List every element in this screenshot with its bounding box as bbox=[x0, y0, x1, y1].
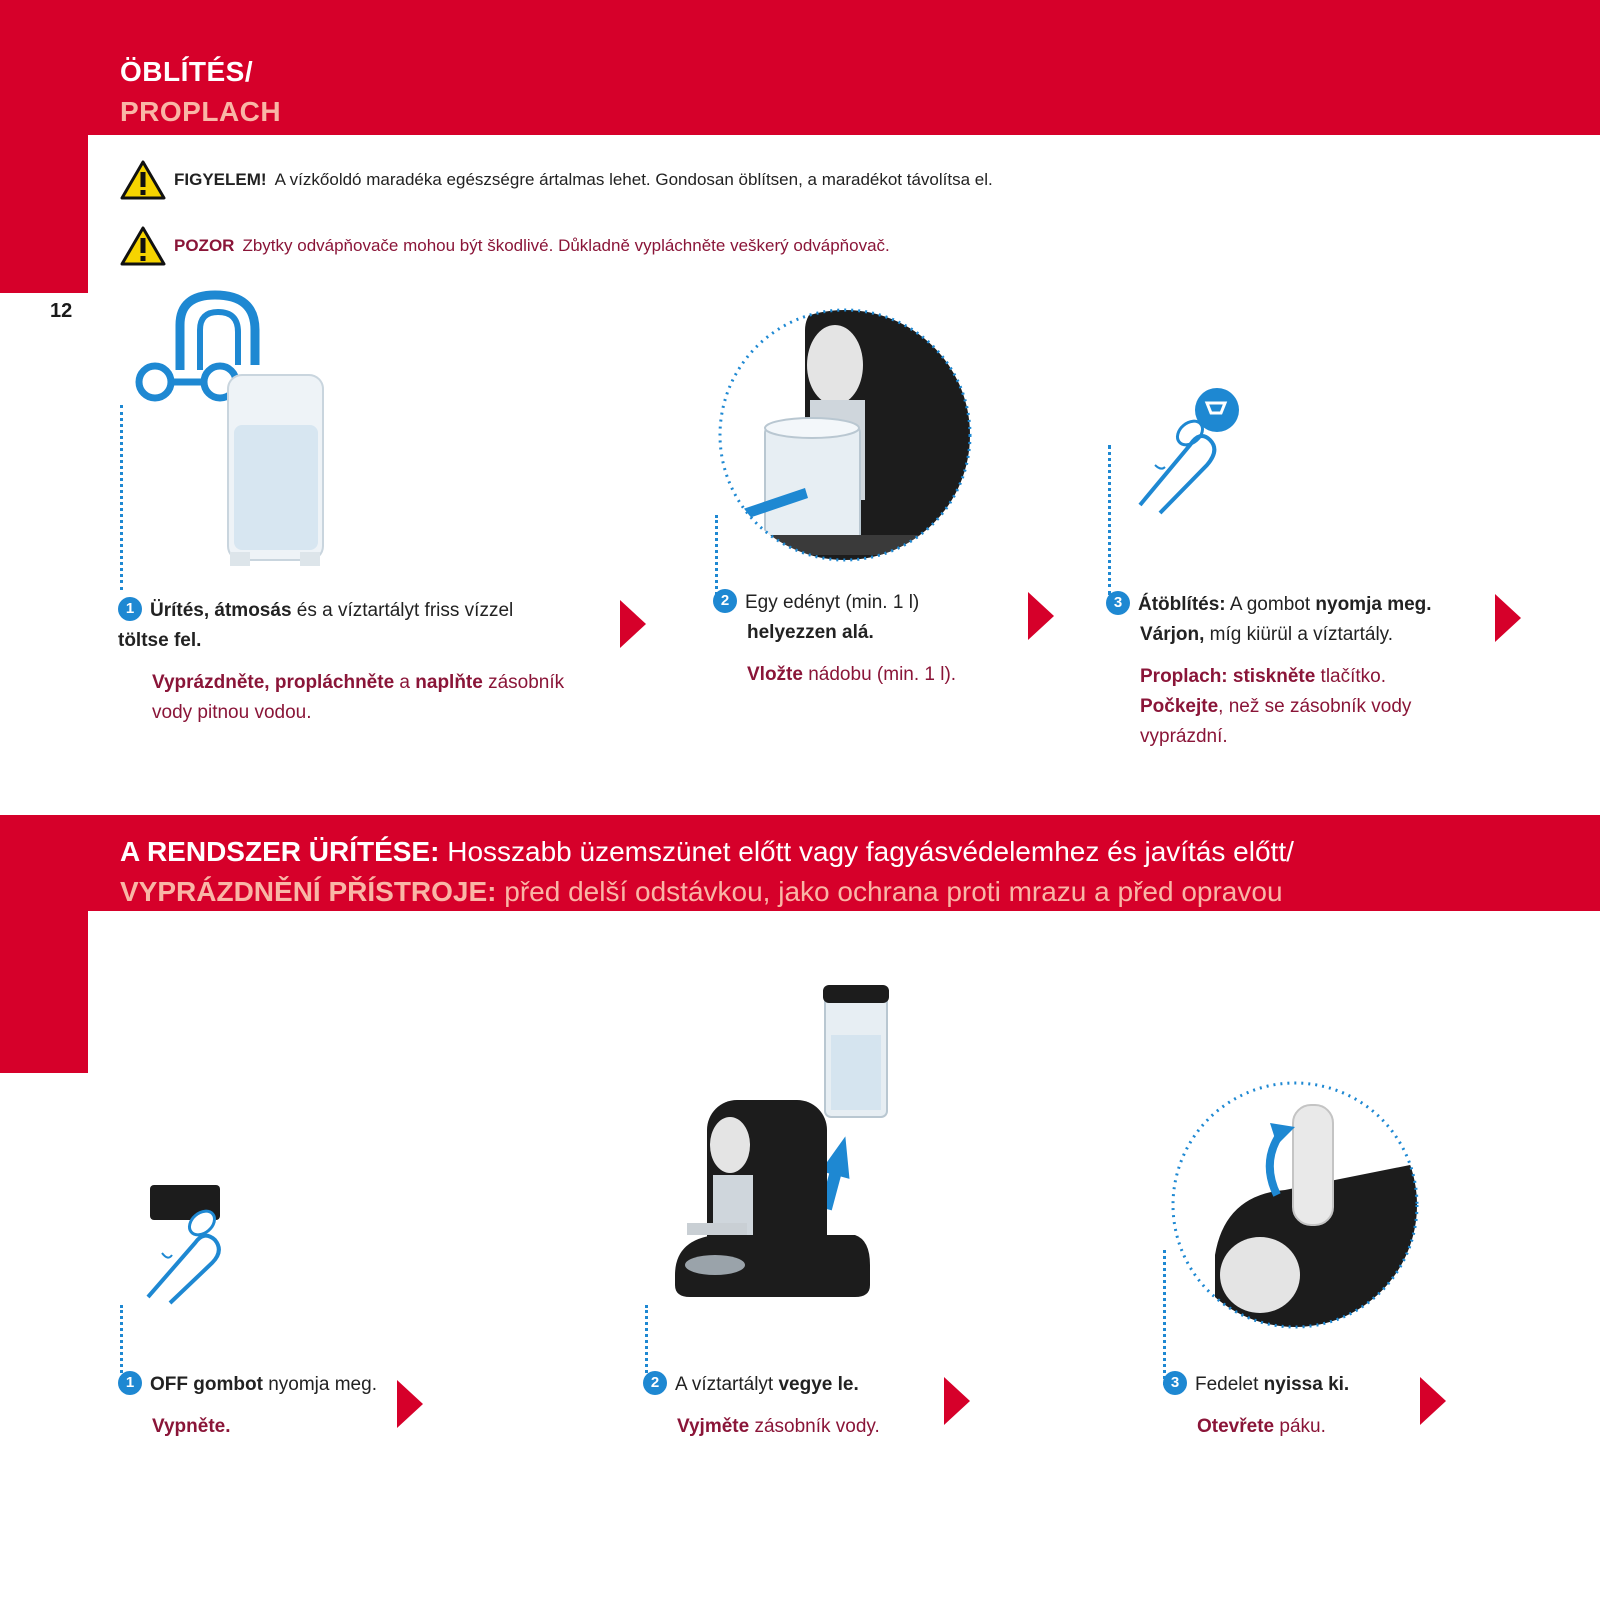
empty-step-1: 1 OFF gombot nyomja meg. Vypněte. bbox=[118, 1370, 398, 1442]
finger-off-button-illustration bbox=[140, 1185, 240, 1305]
step-number-badge: 3 bbox=[1106, 591, 1130, 615]
page-title bbox=[120, 52, 281, 132]
left-red-tab-bottom bbox=[0, 911, 88, 1073]
step-number-badge: 1 bbox=[118, 1371, 142, 1395]
step-number-badge: 3 bbox=[1163, 1371, 1187, 1395]
warning-hu-label: FIGYELEM! bbox=[174, 170, 267, 189]
finger-press-button-illustration bbox=[1135, 385, 1255, 515]
rinse-step-1: 1 Ürítés, átmosás és a víztartályt friss vízzel töltse fel. Vyprázdněte, propláchněte a naplňte zásobník vody pitnou vodou. bbox=[118, 596, 568, 728]
warning-icon bbox=[120, 226, 166, 266]
step-connector-line bbox=[1108, 445, 1111, 595]
open-lever-illustration bbox=[1165, 1075, 1425, 1335]
step-number-badge: 2 bbox=[643, 1371, 667, 1395]
section2-title: A RENDSZER ÜRÍTÉSE: Hosszabb üzemszünet előtt vagy fagyásvédelemhez és javítás előtt/ VYPRÁZDNĚNÍ PŘÍSTROJE: před delší odstávkou, jako ochrana proti mrazu a před opravou bbox=[120, 836, 1294, 907]
warning-cz bbox=[120, 226, 890, 266]
warning-cz-label: POZOR bbox=[174, 236, 235, 255]
empty-step-2: 2 A víztartályt vegye le. Vyjměte zásobník vody. bbox=[643, 1370, 923, 1442]
next-step-arrow bbox=[620, 600, 646, 648]
next-step-arrow bbox=[1420, 1377, 1446, 1425]
page-number: 12 bbox=[50, 300, 73, 322]
rinse-step-3: 3 Átöblítés: A gombot nyomja meg. Várjon, míg kiürül a víztartály. Proplach: stiskněte tlačítko. Počkejte, než se zásobník vody vyprázdní. bbox=[1106, 590, 1446, 752]
next-step-arrow bbox=[397, 1380, 423, 1428]
rinse-step-2: 2 Egy edényt (min. 1 l) helyezzen alá. Vložte nádobu (min. 1 l). bbox=[713, 588, 993, 690]
step-connector-line bbox=[1163, 1250, 1166, 1385]
next-step-arrow bbox=[1495, 594, 1521, 642]
step-number-badge: 1 bbox=[118, 597, 142, 621]
step-connector-line bbox=[120, 405, 123, 590]
remove-tank-illustration bbox=[665, 985, 895, 1305]
warning-hu-text: A vízkőoldó maradéka egészségre ártalmas lehet. Gondosan öblítsen, a maradékot távolítsa el. bbox=[274, 170, 993, 189]
step-number-badge: 2 bbox=[713, 589, 737, 613]
tap-and-tank-illustration bbox=[130, 290, 350, 580]
warning-cz-text: Zbytky odvápňovače mohou být škodlivé. Důkladně vypláchněte veškerý odvápňovač. bbox=[242, 236, 890, 255]
step-connector-line bbox=[715, 515, 718, 595]
title-cz: PROPLACH bbox=[120, 96, 282, 127]
warning-icon bbox=[120, 160, 166, 200]
cup-under-machine-illustration bbox=[710, 300, 980, 570]
left-red-tab-top bbox=[0, 135, 88, 293]
empty-step-3: 3 Fedelet nyissa ki. Otevřete páku. bbox=[1163, 1370, 1403, 1442]
next-step-arrow bbox=[944, 1377, 970, 1425]
next-step-arrow bbox=[1028, 592, 1054, 640]
title-hu: ÖBLÍTÉS/ bbox=[120, 56, 254, 87]
warning-hu bbox=[120, 160, 993, 200]
